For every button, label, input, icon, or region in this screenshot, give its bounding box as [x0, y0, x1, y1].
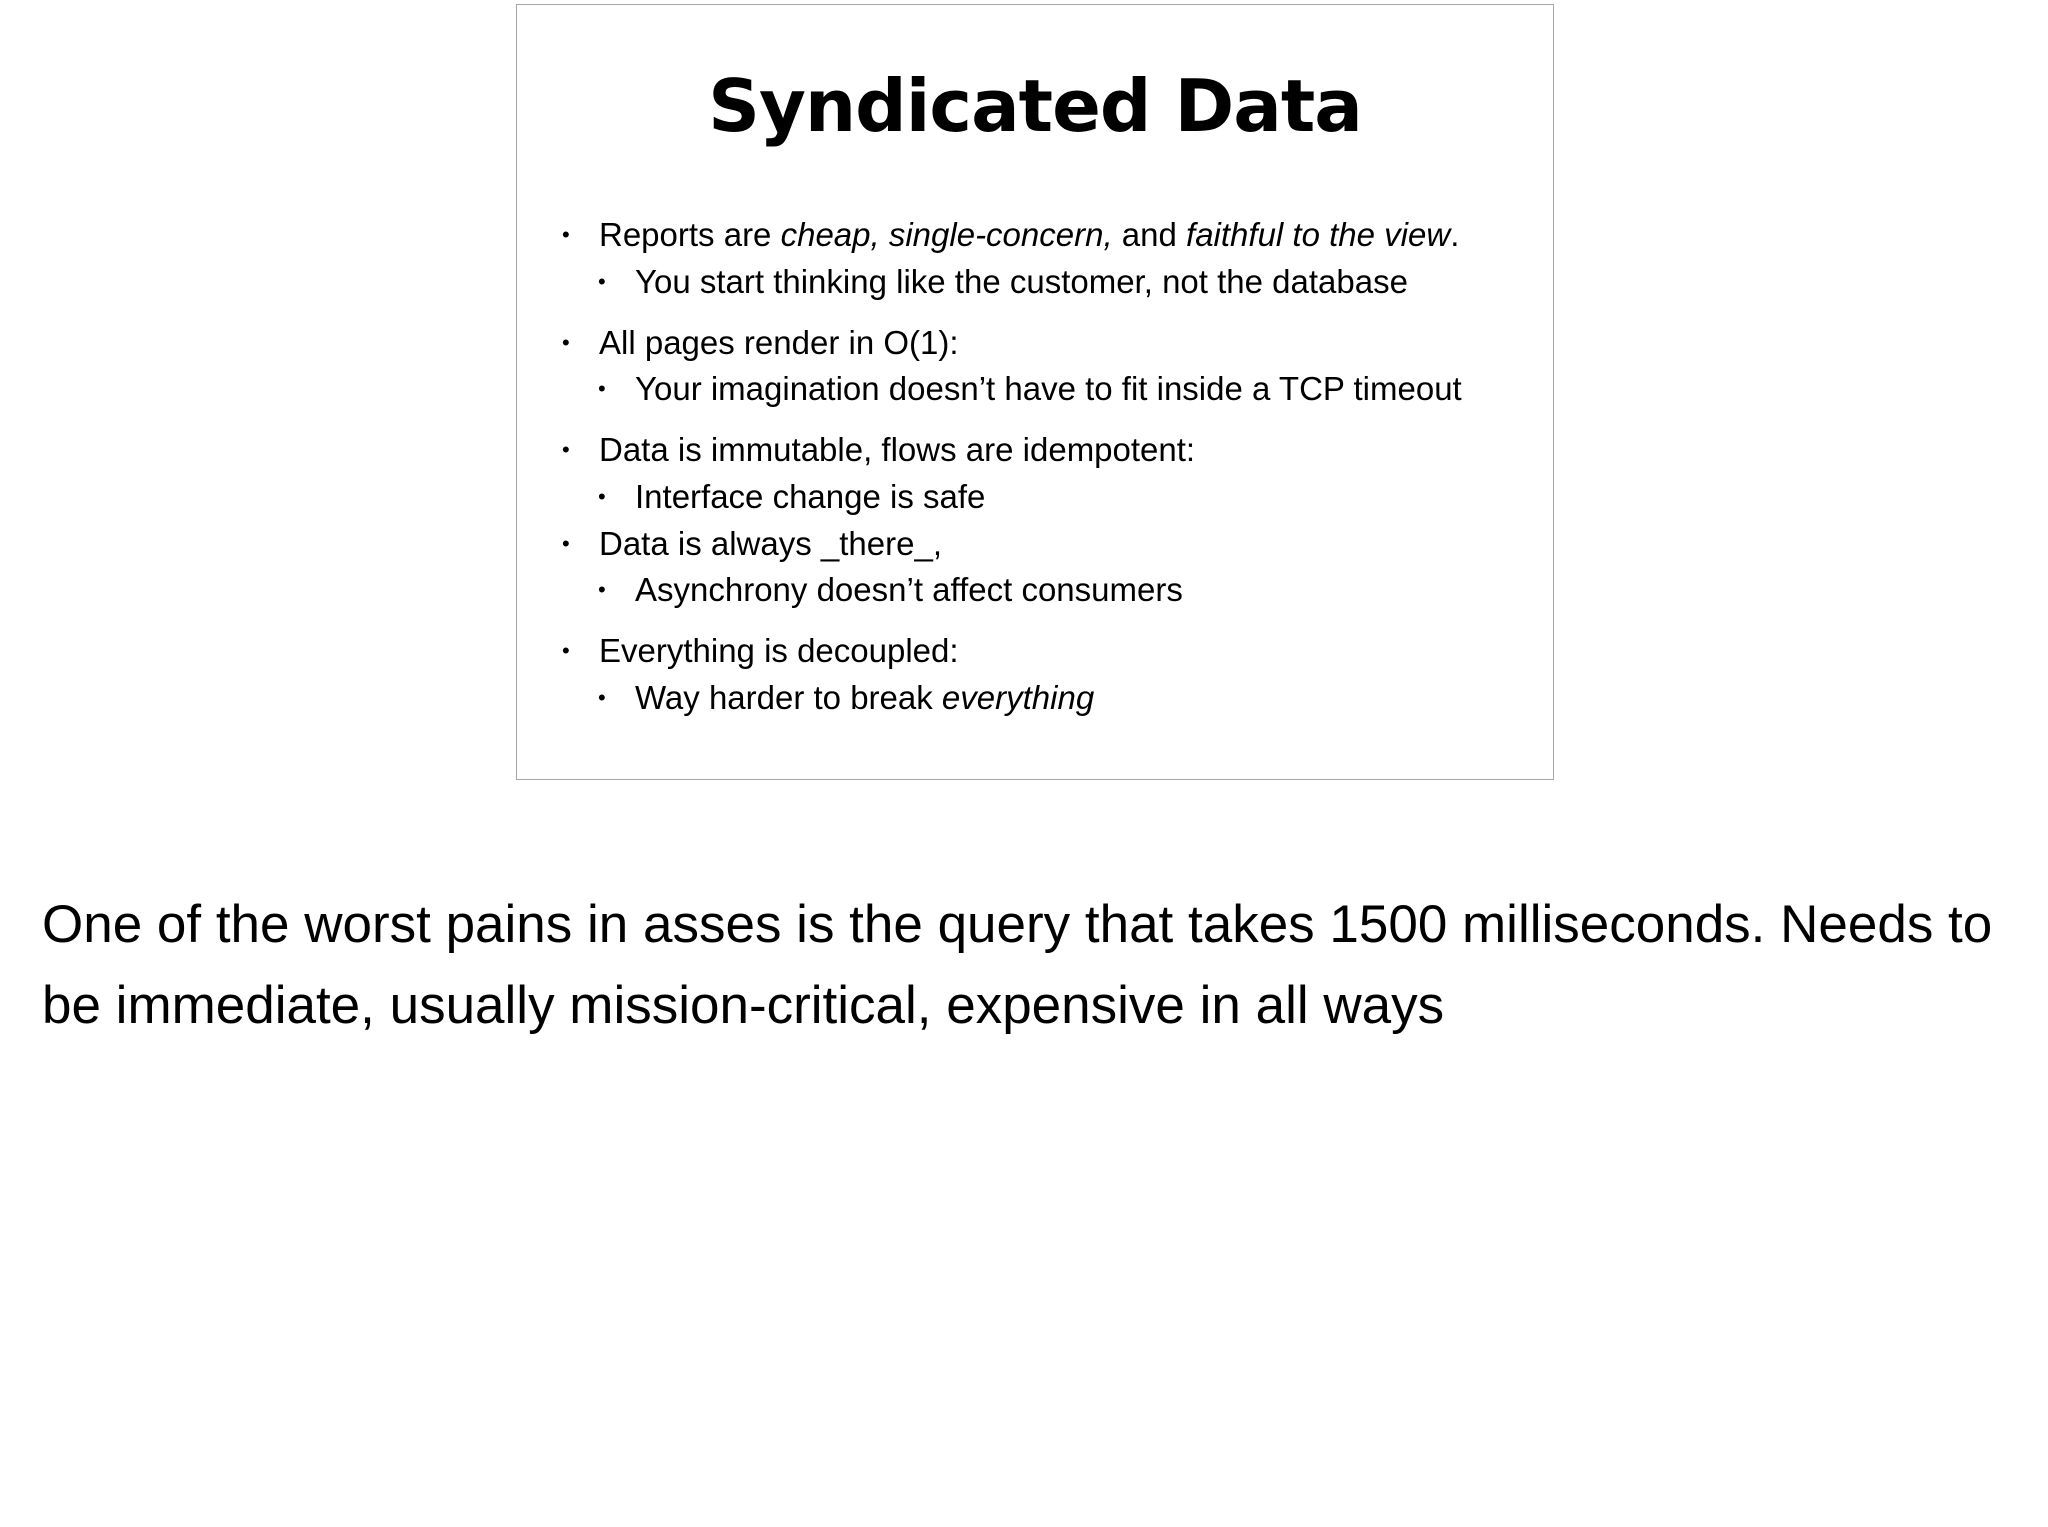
bullet-marker: • [598, 577, 606, 602]
speaker-notes: One of the worst pains in asses is the query that takes 1500 milliseconds. Needs to be immediate, usually mission-critical, expensive in all ways [42, 895, 1993, 1035]
bullet-item [562, 323, 959, 363]
bullet-text: cheap, single-concern, [780, 216, 1113, 253]
bullet-text: and [1112, 216, 1187, 253]
bullet-marker: • [562, 222, 570, 247]
bullet-text: Data is immutable, flows are idempotent: [599, 431, 1196, 468]
bullet-item [562, 430, 1196, 470]
slide-title: Syndicated Data [708, 64, 1362, 148]
bullet-text: Everything is decoupled: [599, 632, 959, 669]
sub-bullet-item [598, 369, 1462, 409]
sub-bullet-item [598, 678, 1095, 718]
bullet-marker: • [598, 269, 606, 294]
slide-thumbnail [516, 4, 1554, 780]
bullet-item [562, 631, 959, 671]
bullet-item [562, 215, 1460, 255]
bullet-text: Way harder to break [635, 679, 942, 716]
bullet-marker: • [562, 638, 570, 663]
bullet-text: Your imagination doesn’t have to fit inside a TCP timeout [635, 370, 1462, 407]
sub-bullet-item [598, 262, 1408, 302]
bullet-marker: • [562, 437, 570, 462]
bullet-text: faithful to the view [1186, 216, 1451, 253]
sub-bullet-item [598, 570, 1183, 610]
bullet-text: All pages render in O(1): [599, 324, 959, 361]
bullet-text: . [1450, 216, 1460, 253]
bullet-marker: • [598, 484, 606, 509]
bullet-text: everything [941, 679, 1095, 716]
bullet-text: Asynchrony doesn’t affect consumers [635, 571, 1183, 608]
bullet-marker: • [562, 531, 570, 556]
bullet-marker: • [598, 685, 606, 710]
bullet-marker: • [562, 330, 570, 355]
bullet-item [562, 524, 943, 564]
bullet-text: You start thinking like the customer, not the database [635, 263, 1408, 300]
bullet-text: Interface change is safe [635, 478, 986, 515]
bullet-text: Reports are [599, 216, 781, 253]
bullet-text: Data is always _there_, [599, 525, 943, 562]
sub-bullet-item [598, 477, 986, 517]
bullet-list [517, 5, 1553, 779]
bullet-marker: • [598, 376, 606, 401]
